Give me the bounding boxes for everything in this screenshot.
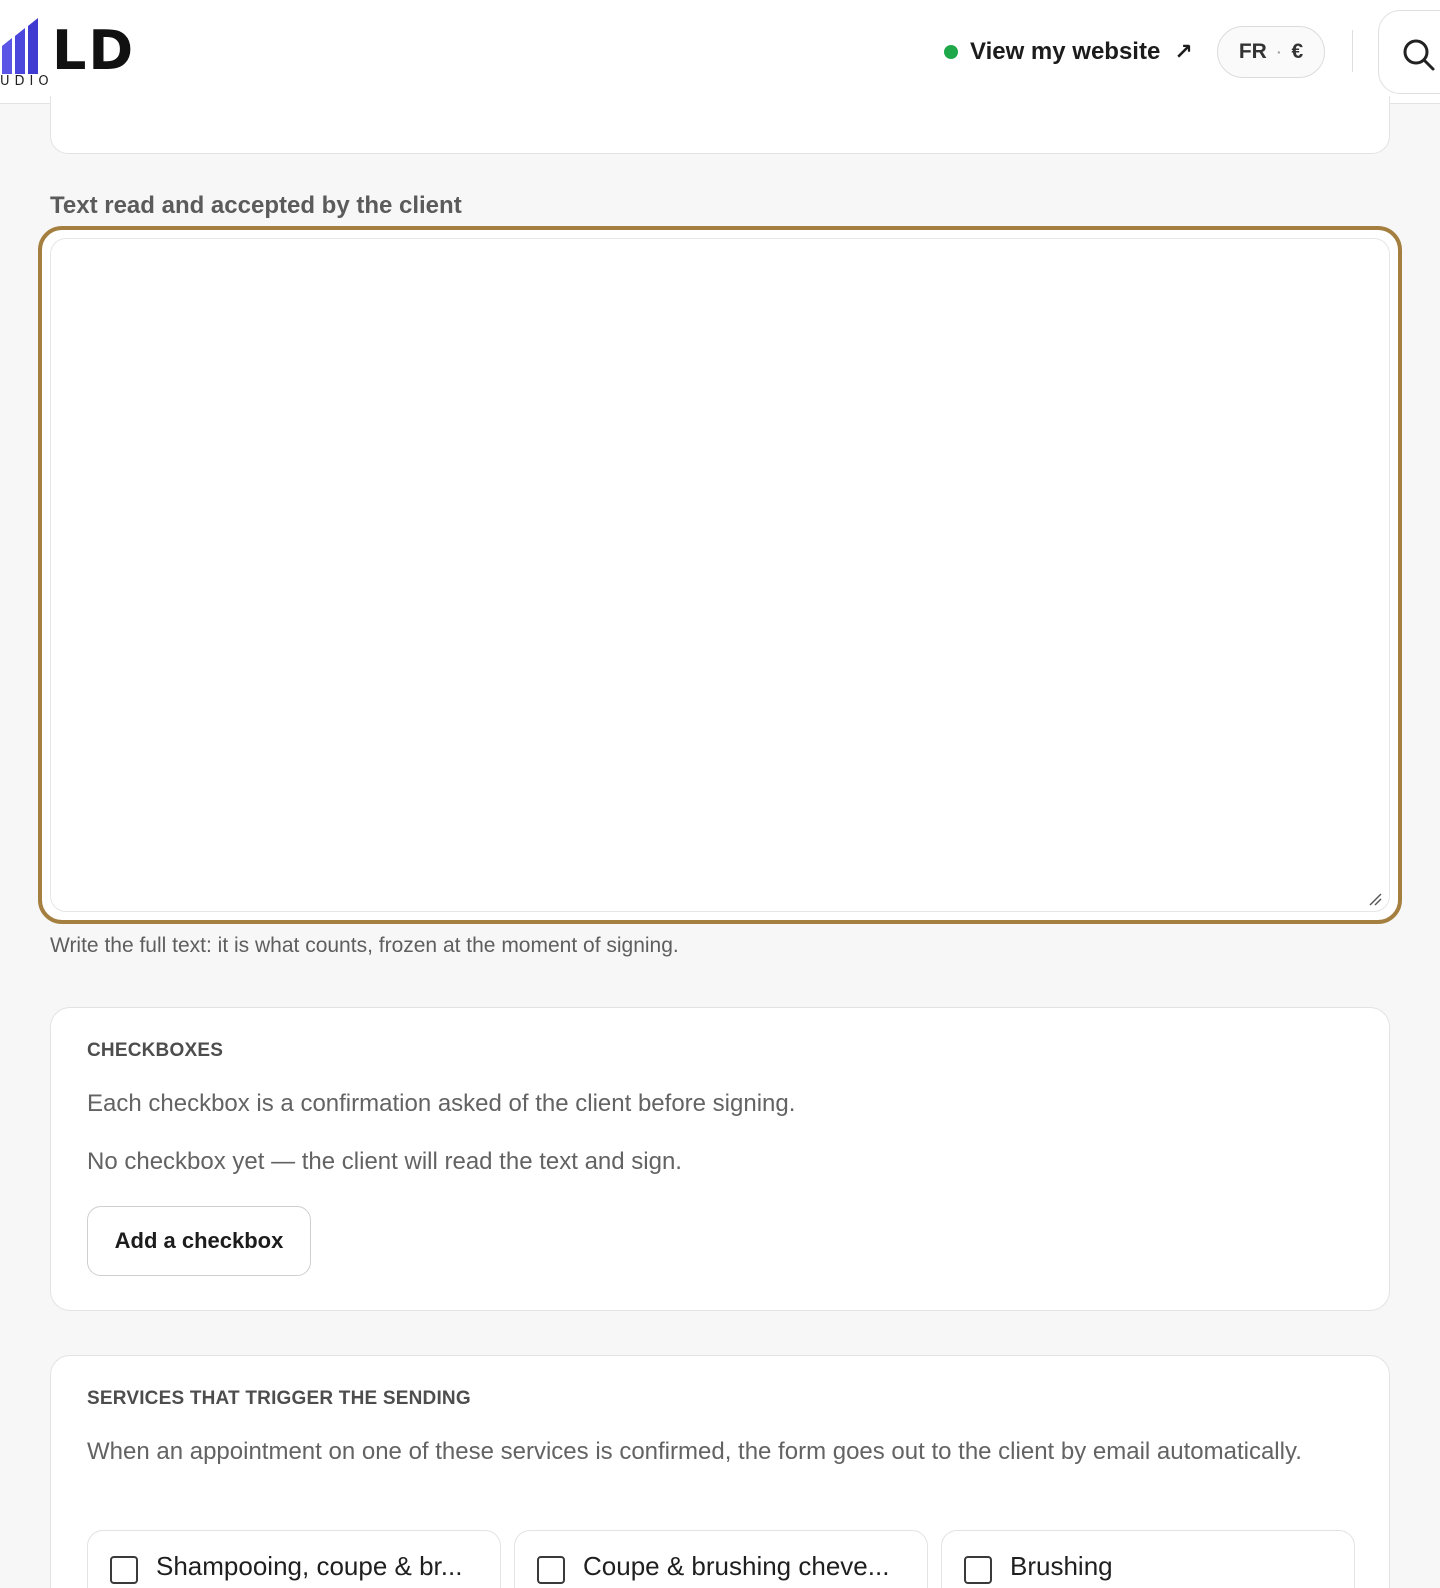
consent-text-helper: Write the full text: it is what counts, frozen at the moment of signing. (50, 934, 679, 957)
add-checkbox-button[interactable]: Add a checkbox (87, 1206, 311, 1276)
consent-text-field[interactable] (50, 238, 1390, 912)
checkboxes-card (50, 1007, 1390, 1311)
services-heading: SERVICES THAT TRIGGER THE SENDING (87, 1388, 471, 1409)
arrow-up-right-icon: ↗ (1174, 39, 1193, 64)
service-label: Brushing (1010, 1551, 1113, 1581)
checkboxes-heading: CHECKBOXES (87, 1040, 224, 1061)
service-checkbox[interactable] (964, 1556, 992, 1584)
view-my-website-link[interactable] (944, 34, 1193, 70)
consent-text-field-wrapper (38, 226, 1402, 924)
service-label: Shampooing, coupe & br... (156, 1551, 463, 1581)
previous-card-fragment (50, 96, 1390, 154)
service-label: Coupe & brushing cheve... (583, 1551, 890, 1581)
view-my-website-label: View my website (970, 38, 1161, 65)
language-separator: · (1276, 44, 1282, 60)
checkboxes-empty-state: No checkbox yet — the client will read the text and sign. (87, 1148, 682, 1175)
language-currency-switcher[interactable] (1217, 26, 1325, 78)
logo[interactable] (0, 12, 160, 92)
service-option[interactable] (87, 1530, 501, 1588)
consent-text-label: Text read and accepted by the client (50, 192, 462, 219)
currency-symbol: € (1291, 40, 1304, 63)
search-button[interactable] (1378, 10, 1440, 94)
services-card (50, 1355, 1390, 1588)
header-divider (1352, 30, 1353, 72)
logo-bars-icon (0, 18, 42, 76)
service-checkbox[interactable] (537, 1556, 565, 1584)
checkboxes-description: Each checkbox is a confirmation asked of the client before signing. (87, 1090, 796, 1117)
service-checkbox[interactable] (110, 1556, 138, 1584)
service-option[interactable] (941, 1530, 1355, 1588)
language-code: FR (1238, 40, 1267, 63)
resize-grip-icon[interactable] (1368, 892, 1382, 906)
search-icon (1401, 37, 1437, 73)
services-description: When an appointment on one of these services is confirmed, the form goes out to the client by email automatically. (87, 1438, 1302, 1465)
top-bar (0, 0, 1440, 104)
logo-text: LD (52, 19, 136, 82)
status-dot-icon (944, 45, 958, 59)
service-option[interactable] (514, 1530, 928, 1588)
logo-subtext: UDIO (0, 74, 54, 89)
